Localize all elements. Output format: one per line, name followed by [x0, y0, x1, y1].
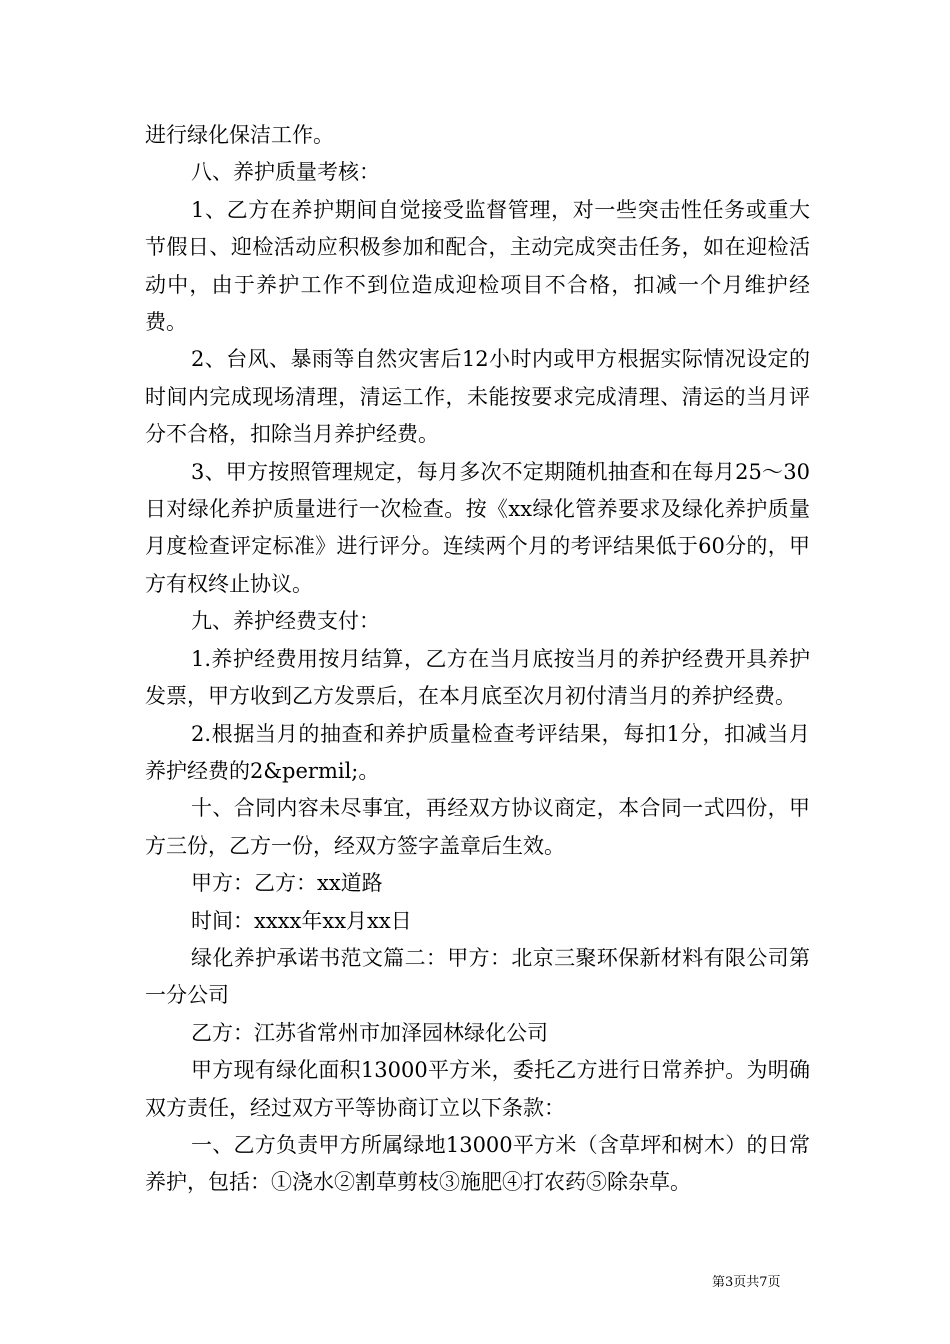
paragraph-5: 3、甲方按照管理规定，每月多次不定期随机抽查和在每月25～30日对绿化养护质量进行一次检查。按《xx绿化管养要求及绿化养护质量月度检查评定标准》进行评分。连续两个月的考评结果低于60分的，甲方有权终止协议。 — [145, 459, 810, 596]
paragraph-12: 绿化养护承诺书范文篇二：甲方：北京三聚环保新材料有限公司第一分公司 — [145, 945, 810, 1008]
signature-line: 甲方：乙方：xx道路 — [191, 871, 383, 896]
paragraph-3: 1、乙方在养护期间自觉接受监督管理，对一些突击性任务或重大节假日、迎检活动应积极参加和配合，主动完成突击任务，如在迎检活动中，由于养护工作不到位造成迎检项目不合格，扣减一个月维护经费。 — [145, 197, 810, 335]
paragraph-8: 2.根据当月的抽查和养护质量检查考评结果，每扣1分，扣减当月养护经费的2&permil;。 — [145, 721, 810, 783]
date-line: 时间：xxxx年xx月xx日 — [191, 908, 412, 933]
paragraph-1: 进行绿化保洁工作。 — [145, 123, 334, 147]
paragraph-4: 2、台风、暴雨等自然灾害后12小时内或甲方根据实际情况设定的时间内完成现场清理，清运工作，未能按要求完成清理、清运的当月评分不合格，扣除当月养护经费。 — [145, 347, 810, 447]
section-heading-8: 八、养护质量考核： — [191, 160, 380, 185]
party-b-line: 乙方：江苏省常州市加泽园林绿化公司 — [191, 1020, 548, 1045]
document-body — [145, 117, 810, 1202]
paragraph-9: 十、合同内容未尽事宜，再经双方协议商定，本合同一式四份，甲方三份，乙方一份，经双方签字盖章后生效。 — [145, 796, 810, 858]
paragraph-14: 甲方现有绿化面积13000平方米，委托乙方进行日常养护。为明确双方责任，经过双方平等协商订立以下条款： — [145, 1058, 810, 1120]
page-number-footer: 第3页共7页 — [712, 1275, 781, 1290]
paragraph-7: 1.养护经费用按月结算，乙方在当月底按当月的养护经费开具养护发票，甲方收到乙方发票后，在本月底至次月初付清当月的养护经费。 — [145, 646, 810, 709]
paragraph-15: 一、乙方负责甲方所属绿地13000平方米（含草坪和树木）的日常养护，包括：①浇水②割草剪枝③施肥④打农药⑤除杂草。 — [145, 1132, 810, 1195]
section-heading-9: 九、养护经费支付： — [191, 609, 380, 634]
